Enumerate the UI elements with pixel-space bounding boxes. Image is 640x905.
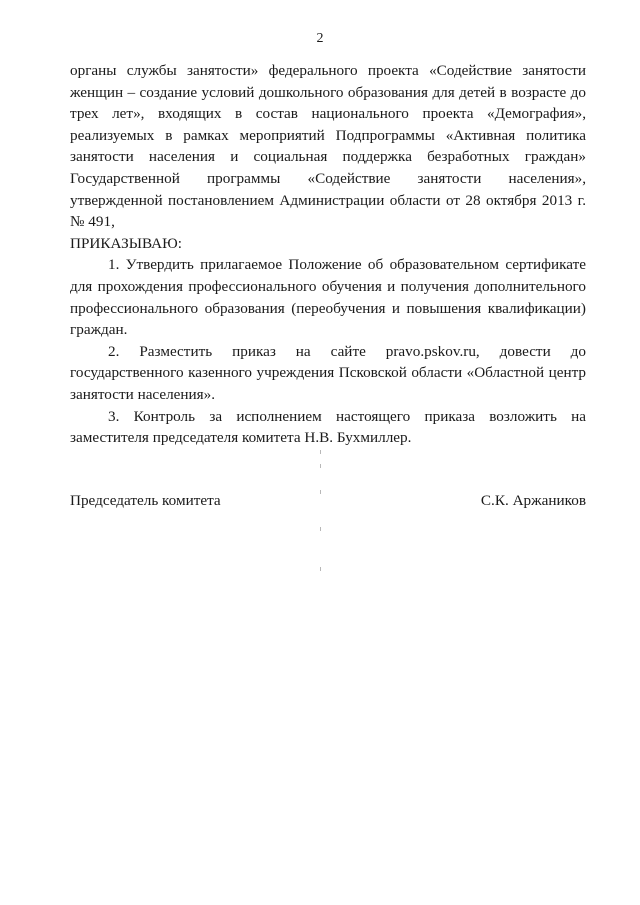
scan-fold-marks [319, 450, 323, 580]
order-item-3: 3. Контроль за исполнением настоящего приказа возложить на заместителя председателя комитета Н.В. Бухмиллер. [70, 407, 586, 447]
order-body [70, 60, 586, 449]
order-word: ПРИКАЗЫВАЮ: [70, 234, 182, 252]
order-item-2: 2. Разместить приказ на сайте pravo.pskov.ru, довести до государственного казенного учреждения Псковской области «Областной центр занятости населения». [70, 342, 586, 403]
signatory-title: Председатель комитета [70, 492, 221, 509]
signatory-name: С.К. Аржаников [480, 492, 586, 509]
order-item-1: 1. Утвердить прилагаемое Положение об образовательном сертификате для прохождения профессионального обучения и получения дополнительного профессионального образования (переобучения и повышения квалификации) граждан. [70, 256, 586, 339]
page-number: 2 [316, 31, 324, 46]
intro-paragraph: органы службы занятости» федерального проекта «Содействие занятости женщин – создание условий дошкольного образования для детей в возрасте до трех лет», входящих в состав национального проекта «Демография», реализуемых в рамках мероприятий Подпрограммы «Активная политика занятости населения и социальная поддержка безработных граждан» Государственной программы «Содействие занятости населения», утвержденной постановлением Администрации области от 28 октября 2013 г. № 491, [70, 62, 586, 231]
